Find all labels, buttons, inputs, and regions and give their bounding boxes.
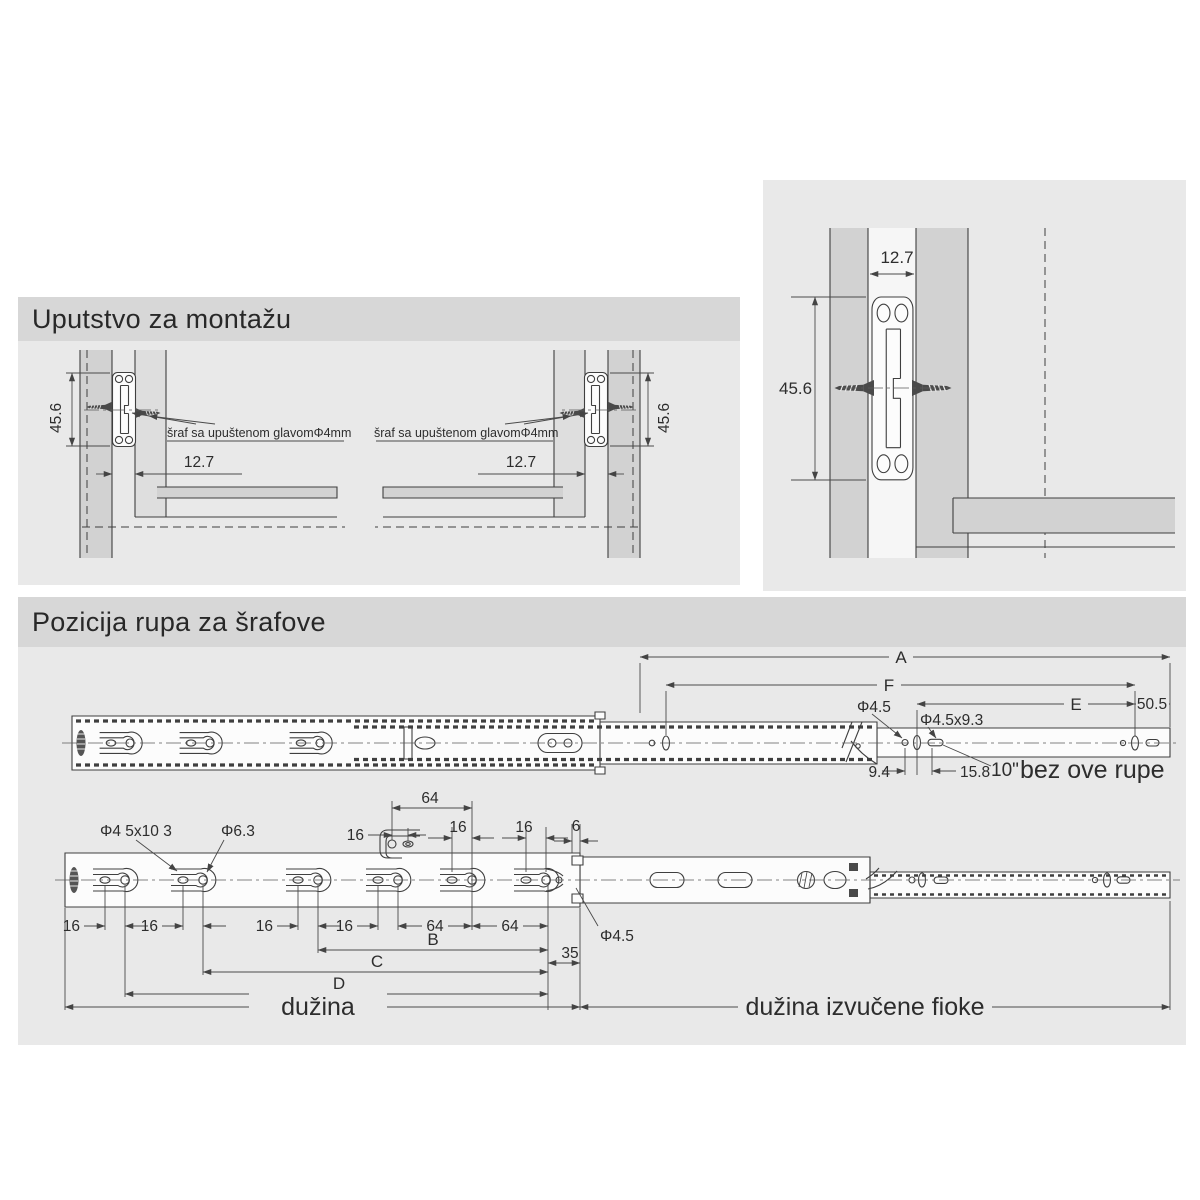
- top-dim16b-label: 16: [515, 819, 533, 836]
- extended-length-label: dužina izvučene fioke: [745, 993, 985, 1021]
- bottom-dim-0: 16: [62, 918, 80, 935]
- note-text-label: bez ove rupe: [1020, 756, 1165, 784]
- dim-158-label: 15.8: [960, 764, 991, 781]
- bottom-dim-1: 16: [140, 918, 158, 935]
- dim-94-label: 9.4: [868, 764, 890, 781]
- bottom-dim-4: 64: [426, 918, 444, 935]
- slide-hole-view-drawing: [55, 790, 1180, 1021]
- bottom-dim-3: 16: [335, 918, 353, 935]
- dim-e-label: E: [1070, 695, 1082, 714]
- note-size-label: 10": [991, 760, 1019, 781]
- bracket-dim16-label: 16: [346, 827, 364, 844]
- slide-side-view-drawing: [62, 647, 1180, 784]
- cross-section-left: [48, 350, 351, 558]
- detail-width-dim: 12.7: [880, 248, 914, 267]
- bracket-dim64-label: 64: [421, 790, 439, 807]
- slot-dia-label: Φ4.5x9.3: [920, 712, 984, 729]
- left-screw-label: šraf sa upuštenom glavomΦ4mm: [167, 426, 352, 440]
- panel-holes-title: Pozicija rupa za šrafove: [32, 606, 326, 637]
- dim-505-label: 50.5: [1136, 696, 1168, 713]
- dim-f-label: F: [883, 676, 895, 695]
- right-height-dim: 45.6: [656, 402, 673, 433]
- left-height-dim: 45.6: [48, 402, 65, 433]
- hole-dia-label: Φ4.5: [857, 699, 891, 716]
- length-label: dužina: [281, 993, 355, 1021]
- dim-c-label: C: [370, 952, 384, 971]
- bottom-dim-5: 64: [501, 918, 519, 935]
- cross-section-right: [374, 350, 673, 558]
- panel-mounting-title: Uputstvo za montažu: [32, 303, 292, 334]
- dim-a-label: A: [895, 648, 907, 667]
- end-hole-label: Φ4.5: [600, 928, 634, 945]
- right-depth-dim: 12.7: [505, 454, 537, 471]
- right-screw-label: šraf sa upuštenom glavomΦ4mm: [374, 426, 559, 440]
- left-depth-dim: 12.7: [183, 454, 215, 471]
- dim-b-label: B: [427, 930, 439, 949]
- top-dim16a-label: 16: [449, 819, 467, 836]
- dim-35-label: 35: [561, 945, 579, 962]
- detail-height-dim: 45.6: [779, 379, 813, 398]
- slot-size-label: Φ4 5x10 3: [100, 823, 172, 840]
- hole-size-label: Φ6.3: [221, 823, 255, 840]
- dim-d-label: D: [332, 974, 346, 993]
- bottom-dim-2: 16: [255, 918, 273, 935]
- top-dim6-label: 6: [571, 818, 581, 835]
- cross-section-large: [779, 228, 1175, 558]
